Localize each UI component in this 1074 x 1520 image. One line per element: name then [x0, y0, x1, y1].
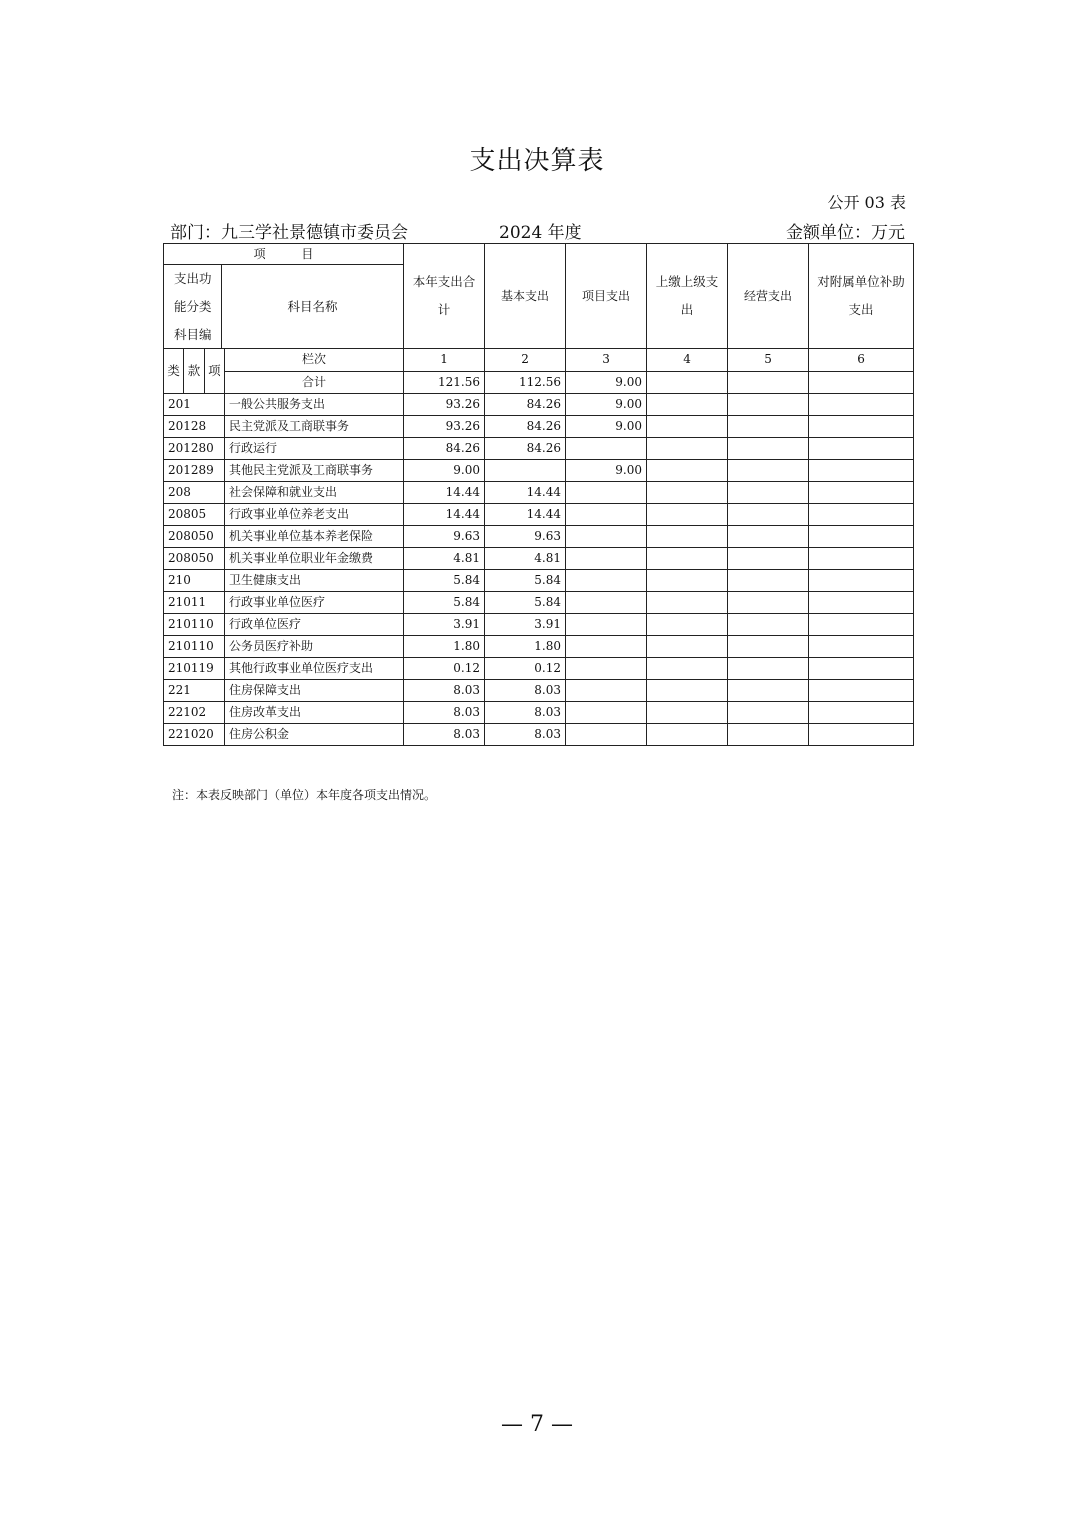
footnote: 注：本表反映部门（单位）本年度各项支出情况。: [172, 788, 437, 802]
row-basic: 9.63: [485, 526, 566, 548]
row-code: 210119: [164, 658, 225, 680]
row-name: 公务员医疗补助: [225, 636, 404, 658]
table-row: [164, 636, 914, 658]
row-subsidy: [809, 614, 914, 636]
row-upper: [647, 394, 728, 416]
header-code-group: 支出功能分类科目编: [164, 265, 222, 348]
row-upper: [647, 724, 728, 746]
form-number: 公开 03 表: [827, 193, 906, 212]
row-operating: [728, 416, 809, 438]
row-project: 9.00: [566, 460, 647, 482]
header-project: 项目支出: [566, 244, 647, 349]
row-name: 卫生健康支出: [225, 570, 404, 592]
row-name: 社会保障和就业支出: [225, 482, 404, 504]
table-row: [164, 658, 914, 680]
row-code: 210: [164, 570, 225, 592]
total-operating: [728, 371, 809, 394]
row-operating: [728, 526, 809, 548]
lanci-label: 栏次: [225, 349, 404, 372]
row-upper: [647, 438, 728, 460]
kuan-label: 款: [183, 349, 203, 393]
row-code: 210110: [164, 614, 225, 636]
row-basic: 1.80: [485, 636, 566, 658]
header-operating: 经营支出: [728, 244, 809, 349]
lanci-row: [164, 349, 914, 372]
row-operating: [728, 438, 809, 460]
row-project: [566, 504, 647, 526]
table-row: [164, 460, 914, 482]
table-row: [164, 724, 914, 746]
header-basic: 基本支出: [485, 244, 566, 349]
row-total: 8.03: [404, 680, 485, 702]
row-subsidy: [809, 460, 914, 482]
row-name: 其他民主党派及工商联事务: [225, 460, 404, 482]
row-total: 4.81: [404, 548, 485, 570]
total-basic: 112.56: [485, 371, 566, 394]
row-upper: [647, 482, 728, 504]
row-upper: [647, 526, 728, 548]
col-num-6: 6: [809, 349, 914, 372]
row-code: 21011: [164, 592, 225, 614]
row-code: 208050: [164, 526, 225, 548]
header-corner: [164, 244, 404, 349]
row-subsidy: [809, 570, 914, 592]
row-operating: [728, 636, 809, 658]
row-name: 行政运行: [225, 438, 404, 460]
row-project: [566, 570, 647, 592]
row-basic: 8.03: [485, 724, 566, 746]
table-row: [164, 504, 914, 526]
table-row: [164, 570, 914, 592]
row-operating: [728, 724, 809, 746]
total-subsidy: [809, 371, 914, 394]
row-upper: [647, 592, 728, 614]
row-name: 行政事业单位养老支出: [225, 504, 404, 526]
row-basic: 14.44: [485, 482, 566, 504]
row-operating: [728, 702, 809, 724]
row-basic: 5.84: [485, 592, 566, 614]
row-name: 机关事业单位基本养老保险: [225, 526, 404, 548]
year-label: 2024 年度: [499, 223, 582, 243]
row-subsidy: [809, 592, 914, 614]
row-subsidy: [809, 526, 914, 548]
table-header-row: [164, 244, 914, 349]
row-name: 住房保障支出: [225, 680, 404, 702]
row-code: 210110: [164, 636, 225, 658]
row-code: 208050: [164, 548, 225, 570]
row-total: 9.63: [404, 526, 485, 548]
row-code: 201280: [164, 438, 225, 460]
row-upper: [647, 702, 728, 724]
table-row: [164, 548, 914, 570]
header-item-label: 项 目: [164, 244, 403, 265]
meta-row: [170, 218, 905, 243]
row-basic: 4.81: [485, 548, 566, 570]
total-label: 合计: [225, 371, 404, 394]
total-project: 9.00: [566, 371, 647, 394]
row-project: [566, 724, 647, 746]
row-name: 机关事业单位职业年金缴费: [225, 548, 404, 570]
col-num-2: 2: [485, 349, 566, 372]
row-subsidy: [809, 394, 914, 416]
row-operating: [728, 394, 809, 416]
page-number: — 7 —: [501, 1412, 573, 1437]
row-name: 行政单位医疗: [225, 614, 404, 636]
row-upper: [647, 680, 728, 702]
row-code: 208: [164, 482, 225, 504]
row-project: [566, 636, 647, 658]
table-row: [164, 416, 914, 438]
row-upper: [647, 636, 728, 658]
row-subsidy: [809, 658, 914, 680]
row-subsidy: [809, 680, 914, 702]
row-total: 8.03: [404, 724, 485, 746]
total-upper: [647, 371, 728, 394]
row-upper: [647, 570, 728, 592]
row-upper: [647, 416, 728, 438]
row-name: 一般公共服务支出: [225, 394, 404, 416]
row-total: 93.26: [404, 394, 485, 416]
total-row: [164, 371, 914, 394]
department-label: 部门：九三学社景德镇市委员会: [170, 223, 408, 243]
row-operating: [728, 614, 809, 636]
col-num-4: 4: [647, 349, 728, 372]
row-name: 其他行政事业单位医疗支出: [225, 658, 404, 680]
row-basic: [485, 460, 566, 482]
row-total: 14.44: [404, 504, 485, 526]
row-operating: [728, 570, 809, 592]
total-total: 121.56: [404, 371, 485, 394]
row-total: 5.84: [404, 592, 485, 614]
row-basic: 84.26: [485, 394, 566, 416]
row-basic: 3.91: [485, 614, 566, 636]
row-subsidy: [809, 724, 914, 746]
row-total: 14.44: [404, 482, 485, 504]
row-subsidy: [809, 636, 914, 658]
row-name: 行政事业单位医疗: [225, 592, 404, 614]
row-subsidy: [809, 438, 914, 460]
header-name-col: 科目名称: [287, 299, 338, 314]
row-upper: [647, 548, 728, 570]
table-row: [164, 614, 914, 636]
row-subsidy: [809, 548, 914, 570]
row-subsidy: [809, 702, 914, 724]
table-row: [164, 680, 914, 702]
header-total: 本年支出合计: [404, 244, 485, 349]
table-row: [164, 438, 914, 460]
row-code: 221020: [164, 724, 225, 746]
row-operating: [728, 592, 809, 614]
header-upper: 上缴上级支出: [647, 244, 728, 349]
expenditure-table: [163, 243, 914, 746]
row-basic: 8.03: [485, 680, 566, 702]
table-row: [164, 394, 914, 416]
row-operating: [728, 658, 809, 680]
unit-label: 金额单位：万元: [786, 223, 905, 243]
row-name: 住房改革支出: [225, 702, 404, 724]
table-row: [164, 526, 914, 548]
row-code: 22102: [164, 702, 225, 724]
row-code: 20805: [164, 504, 225, 526]
row-project: [566, 548, 647, 570]
col-num-5: 5: [728, 349, 809, 372]
row-subsidy: [809, 416, 914, 438]
row-basic: 8.03: [485, 702, 566, 724]
row-total: 93.26: [404, 416, 485, 438]
lei-kuan-xiang-cell: [164, 349, 225, 394]
row-upper: [647, 460, 728, 482]
row-subsidy: [809, 482, 914, 504]
row-code: 221: [164, 680, 225, 702]
table-row: [164, 592, 914, 614]
row-total: 0.12: [404, 658, 485, 680]
row-basic: 14.44: [485, 504, 566, 526]
row-total: 1.80: [404, 636, 485, 658]
row-total: 8.03: [404, 702, 485, 724]
row-total: 9.00: [404, 460, 485, 482]
row-project: [566, 680, 647, 702]
row-operating: [728, 482, 809, 504]
row-project: [566, 702, 647, 724]
row-name: 民主党派及工商联事务: [225, 416, 404, 438]
page-title: 支出决算表: [469, 146, 605, 176]
row-basic: 5.84: [485, 570, 566, 592]
header-subsidy: 对附属单位补助支出: [809, 244, 914, 349]
col-num-3: 3: [566, 349, 647, 372]
lei-label: 类: [167, 363, 180, 378]
row-code: 20128: [164, 416, 225, 438]
row-upper: [647, 504, 728, 526]
row-upper: [647, 614, 728, 636]
row-name: 住房公积金: [225, 724, 404, 746]
row-basic: 84.26: [485, 438, 566, 460]
row-project: [566, 614, 647, 636]
row-basic: 84.26: [485, 416, 566, 438]
row-total: 3.91: [404, 614, 485, 636]
row-operating: [728, 680, 809, 702]
row-code: 201: [164, 394, 225, 416]
row-project: 9.00: [566, 416, 647, 438]
row-code: 201289: [164, 460, 225, 482]
row-project: 9.00: [566, 394, 647, 416]
row-upper: [647, 658, 728, 680]
row-operating: [728, 504, 809, 526]
row-project: [566, 526, 647, 548]
row-project: [566, 592, 647, 614]
row-project: [566, 438, 647, 460]
row-project: [566, 482, 647, 504]
row-total: 5.84: [404, 570, 485, 592]
row-operating: [728, 548, 809, 570]
row-total: 84.26: [404, 438, 485, 460]
table-row: [164, 482, 914, 504]
table-row: [164, 702, 914, 724]
row-operating: [728, 460, 809, 482]
row-project: [566, 658, 647, 680]
col-num-1: 1: [404, 349, 485, 372]
xiang-label: 项: [204, 349, 224, 393]
row-subsidy: [809, 504, 914, 526]
row-basic: 0.12: [485, 658, 566, 680]
